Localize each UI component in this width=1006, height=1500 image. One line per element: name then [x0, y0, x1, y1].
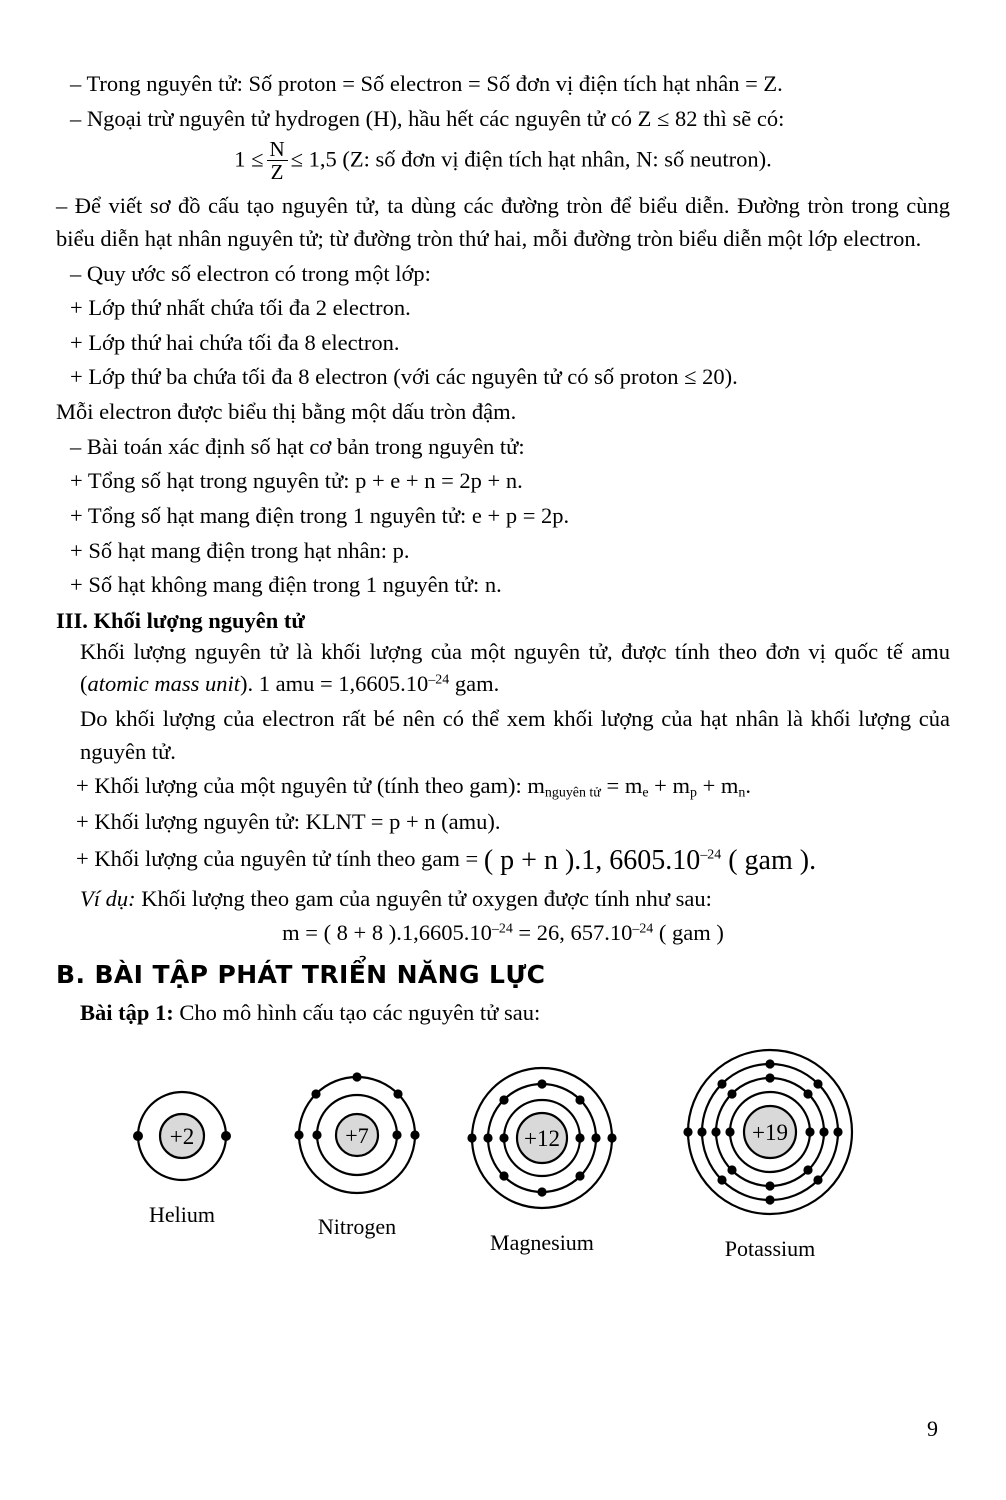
paragraph-charged-particles: + Tổng số hạt mang điện trong 1 nguyên tử: e + p = 2p.	[70, 502, 570, 528]
mass-formula-d: + m	[696, 773, 739, 799]
formula-n-over-z	[56, 139, 950, 184]
fraction-n-z	[267, 138, 288, 183]
formula-suffix: ≤ 1,5 (Z: số đơn vị điện tích hạt nhân, N: số neutron).	[290, 146, 772, 172]
formula-oxygen-mass	[56, 920, 950, 946]
gram-formula-exp: –24	[700, 847, 722, 862]
paragraph-diagram-rules: – Để viết sơ đồ cấu tạo nguyên tử, ta dùng các đường tròn để biểu diễn. Đường tròn trong cùng biểu diễn hạt nhân nguyên tử; từ đường tròn thứ hai, mỗi đường tròn biểu diễn một lớp electron.	[56, 193, 950, 251]
atom-models-row	[56, 1052, 950, 1261]
section-heading-iii: III. Khối lượng nguyên tử	[56, 607, 305, 633]
paragraph-electron-mass: Do khối lượng của electron rất bé nên có thể xem khối lượng của hạt nhân là khối lượng của nguyên tử.	[80, 706, 950, 764]
svg-text:+2: +2	[169, 1123, 195, 1149]
oxygen-formula-c: ( gam )	[653, 919, 724, 945]
paragraph-exercise-1	[56, 997, 950, 1030]
amu-text-c: gam.	[449, 671, 500, 697]
gram-formula-b: ( p + n ).1, 6605.10	[483, 844, 701, 876]
mass-formula-b: = m	[600, 773, 643, 799]
paragraph-electron-dot: Mỗi electron được biểu thị bằng một dấu tròn đậm.	[56, 399, 517, 425]
paragraph-proton-electron: – Trong nguyên tử: Số proton = Số electron = Số đơn vị điện tích hạt nhân = Z.	[70, 71, 783, 96]
amu-italic: atomic mass unit	[87, 671, 241, 697]
example-label: Ví dụ:	[80, 886, 136, 912]
paragraph-mass-in-gram	[56, 841, 950, 882]
exercise-text: Cho mô hình cấu tạo các nguyên tử sau:	[173, 999, 541, 1025]
helium-diagram-svg	[122, 1076, 242, 1196]
amu-text-b: ). 1 amu = 1,6605.10	[240, 671, 429, 697]
mass-formula-sub4: n	[738, 785, 746, 801]
magnesium-diagram-svg	[456, 1052, 628, 1224]
gram-formula-a: + Khối lượng của nguyên tử tính theo gam =	[76, 845, 484, 871]
potassium-diagram-svg	[672, 1034, 868, 1230]
section-heading-b: B. BÀI TẬP PHÁT TRIỂN NĂNG LỰC	[56, 959, 546, 989]
paragraph-particle-problem: – Bài toán xác định số hạt cơ bản trong nguyên tử:	[70, 433, 525, 459]
oxygen-formula-a: m = ( 8 + 8 ).1,6605.10	[282, 919, 492, 945]
mass-formula-sub1: nguyên tử	[544, 785, 601, 801]
oxygen-formula-exp1: –24	[491, 921, 513, 937]
page-number: 9	[927, 1416, 938, 1441]
paragraph-klnt: + Khối lượng nguyên tử: KLNT = p + n (amu).	[76, 809, 501, 835]
amu-text-a: Khối lượng nguyên tử là khối lượng của một nguyên tử, được tính theo đơn vị quốc tế amu (	[80, 638, 950, 697]
mass-formula-sub3: p	[689, 785, 697, 801]
paragraph-nucleus-charged: + Số hạt mang điện trong hạt nhân: p.	[70, 537, 410, 563]
svg-text:+19: +19	[752, 1119, 788, 1145]
svg-text:+7: +7	[345, 1122, 369, 1148]
atom-model-helium	[122, 1076, 242, 1228]
atom-model-nitrogen	[284, 1062, 430, 1240]
example-text: Khối lượng theo gam của nguyên tử oxygen được tính như sau:	[135, 886, 712, 912]
page-content	[56, 68, 950, 1261]
paragraph-electron-convention: – Quy ước số electron có trong một lớp:	[70, 260, 431, 286]
atom-label-magnesium: Magnesium	[490, 1229, 594, 1255]
oxygen-formula-b: = 26, 657.10	[512, 919, 633, 945]
mass-formula-c: + m	[648, 773, 690, 799]
paragraph-example-intro	[56, 883, 950, 916]
paragraph-neutral-particles: + Số hạt không mang điện trong 1 nguyên tử: n.	[70, 572, 502, 598]
atom-model-potassium	[672, 1034, 868, 1262]
mass-formula-a: + Khối lượng của một nguyên tử (tính theo gam): m	[76, 773, 545, 799]
paragraph-shell-2: + Lớp thứ hai chứa tối đa 8 electron.	[70, 329, 400, 355]
gram-formula-c: ( gam ).	[721, 844, 817, 876]
paragraph-mass-gram-formula	[56, 770, 950, 804]
oxygen-formula-exp2: –24	[632, 921, 654, 937]
fraction-denominator: Z	[267, 160, 288, 183]
atom-label-nitrogen: Nitrogen	[317, 1213, 397, 1239]
paragraph-hydrogen-exception: – Ngoại trừ nguyên tử hydrogen (H), hầu hết các nguyên tử có Z ≤ 82 thì sẽ có:	[70, 105, 785, 131]
paragraph-shell-1: + Lớp thứ nhất chứa tối đa 2 electron.	[70, 295, 411, 321]
atom-label-potassium: Potassium	[724, 1235, 816, 1261]
svg-text:+12: +12	[524, 1125, 560, 1151]
paragraph-shell-3: + Lớp thứ ba chứa tối đa 8 electron (với các nguyên tử có số proton ≤ 20).	[70, 364, 738, 390]
nitrogen-diagram-svg	[284, 1062, 430, 1208]
mass-formula-e: .	[745, 773, 751, 799]
atom-model-magnesium	[456, 1052, 628, 1256]
formula-prefix: 1 ≤	[234, 146, 264, 172]
exercise-label: Bài tập 1:	[80, 999, 174, 1025]
paragraph-atomic-mass-def	[56, 636, 950, 701]
amu-exponent: –24	[428, 672, 450, 688]
atom-label-helium: Helium	[149, 1201, 215, 1227]
paragraph-total-particles: + Tổng số hạt trong nguyên tử: p + e + n = 2p + n.	[70, 468, 523, 494]
fraction-numerator: N	[269, 137, 285, 162]
mass-formula-sub2: e	[642, 785, 649, 801]
